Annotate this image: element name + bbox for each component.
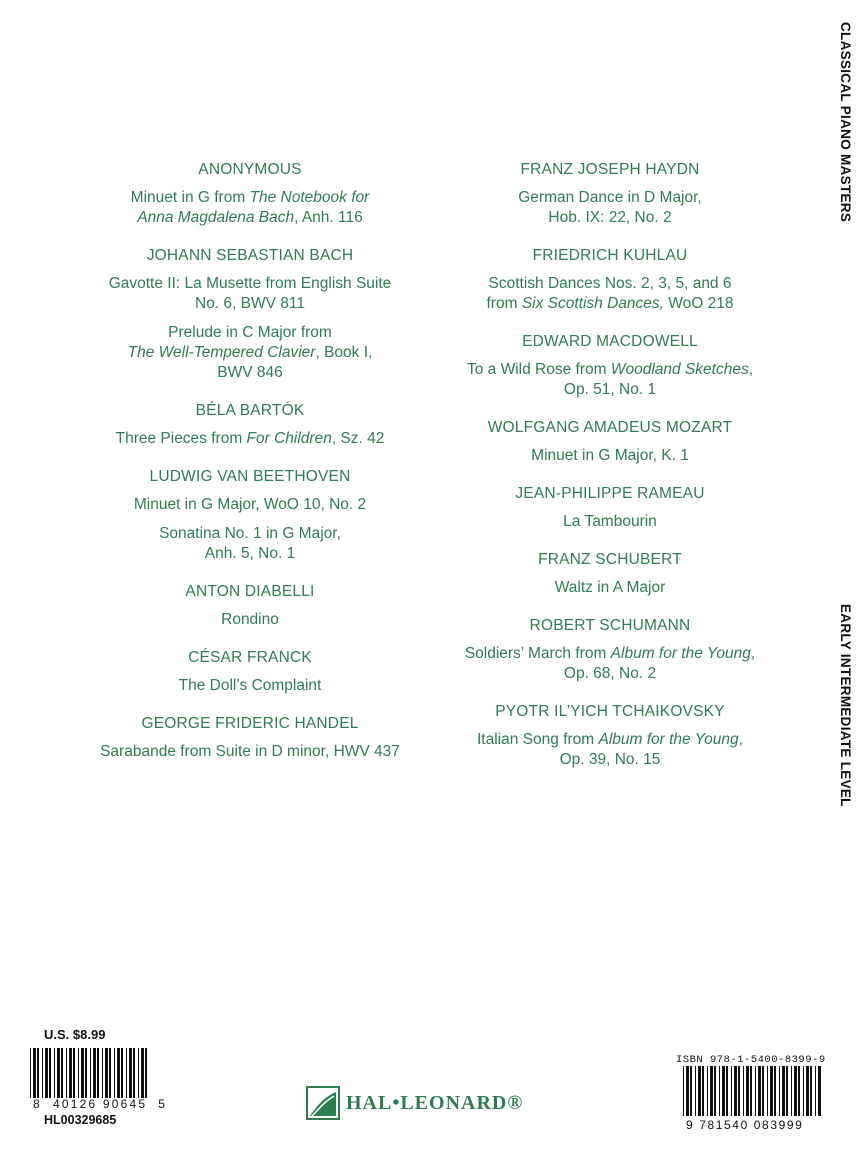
barcode-bar bbox=[806, 1066, 809, 1116]
composer-list-right bbox=[440, 160, 780, 788]
barcode-bar bbox=[755, 1066, 756, 1116]
barcode-bar bbox=[738, 1066, 740, 1116]
barcode-bar bbox=[49, 1048, 51, 1098]
barcode-bar bbox=[791, 1066, 792, 1116]
barcode-bar bbox=[126, 1048, 127, 1098]
barcode-bar bbox=[686, 1066, 689, 1116]
barcode-bar bbox=[66, 1048, 67, 1098]
barcode-bar bbox=[145, 1048, 147, 1098]
composer-name: GEORGE FRIDERIC HANDEL bbox=[141, 715, 359, 732]
isbn-barcode bbox=[683, 1066, 823, 1116]
work-title: Sonatina No. 1 in G Major, Anh. 5, No. 1 bbox=[159, 525, 341, 562]
hal-leonard-logo-icon bbox=[306, 1086, 340, 1120]
composer-name: JEAN-PHILIPPE RAMEAU bbox=[515, 485, 705, 502]
composer-name: ANTON DIABELLI bbox=[185, 583, 315, 600]
barcode-bar bbox=[690, 1066, 692, 1116]
composer-entry bbox=[440, 160, 780, 228]
composer-name: ANONYMOUS bbox=[198, 161, 302, 178]
ean-digits: 9 781540 083999 bbox=[686, 1118, 804, 1132]
composer-name: FRIEDRICH KUHLAU bbox=[532, 247, 688, 264]
barcode-bar bbox=[30, 1048, 31, 1098]
barcode-bar bbox=[818, 1066, 821, 1116]
barcode-bar bbox=[803, 1066, 804, 1116]
barcode-bar bbox=[746, 1066, 749, 1116]
barcode-bar bbox=[102, 1048, 103, 1098]
work-title: German Dance in D Major, Hob. IX: 22, No. 2 bbox=[518, 189, 702, 226]
barcode-bar bbox=[683, 1066, 684, 1116]
barcode-bar bbox=[782, 1066, 785, 1116]
composer-entry bbox=[80, 582, 420, 630]
barcode-bar bbox=[731, 1066, 732, 1116]
work-title: Waltz in A Major bbox=[554, 579, 666, 596]
composer-name: FRANZ SCHUBERT bbox=[538, 551, 682, 568]
composer-entry bbox=[80, 401, 420, 449]
barcode-bar bbox=[121, 1048, 123, 1098]
barcode-bar bbox=[90, 1048, 91, 1098]
work-title: Sarabande from Suite in D minor, HWV 437 bbox=[100, 743, 400, 760]
barcode-bar bbox=[85, 1048, 87, 1098]
isbn-label: ISBN 978-1-5400-8399-9 bbox=[676, 1054, 826, 1066]
barcode-bar bbox=[758, 1066, 761, 1116]
composer-name: CÉSAR FRANCK bbox=[188, 649, 312, 666]
barcode-bar bbox=[93, 1048, 96, 1098]
composer-name: EDWARD MACDOWELL bbox=[522, 333, 698, 350]
barcode-bar bbox=[734, 1066, 737, 1116]
work-title: Three Pieces from For Children, Sz. 42 bbox=[115, 430, 385, 447]
composer-entry bbox=[440, 332, 780, 400]
barcode-bar bbox=[702, 1066, 704, 1116]
barcode-bar bbox=[710, 1066, 713, 1116]
composer-entry bbox=[440, 246, 780, 314]
barcode-bar bbox=[57, 1048, 60, 1098]
barcode-bar bbox=[141, 1048, 144, 1098]
composer-entry bbox=[80, 714, 420, 762]
barcode-bar bbox=[33, 1048, 36, 1098]
barcode-bar bbox=[762, 1066, 764, 1116]
composer-entry bbox=[80, 467, 420, 564]
price-label: U.S. $8.99 bbox=[44, 1027, 106, 1042]
barcode-bar bbox=[786, 1066, 788, 1116]
work-title: The Doll’s Complaint bbox=[178, 677, 322, 694]
upc-digits: 8 40126 90645 5 bbox=[33, 1097, 168, 1111]
composer-name: ROBERT SCHUMANN bbox=[529, 617, 691, 634]
composer-entry bbox=[440, 418, 780, 466]
barcode-bar bbox=[54, 1048, 55, 1098]
work-title: Minuet in G Major, WoO 10, No. 2 bbox=[133, 496, 367, 513]
composer-name: WOLFGANG AMADEUS MOZART bbox=[487, 419, 733, 436]
barcode-bar bbox=[133, 1048, 135, 1098]
barcode-bar bbox=[78, 1048, 79, 1098]
barcode-bar bbox=[750, 1066, 752, 1116]
product-code: HL00329685 bbox=[44, 1113, 117, 1127]
barcode-bar bbox=[109, 1048, 111, 1098]
barcode-bar bbox=[714, 1066, 716, 1116]
composer-entry bbox=[440, 702, 780, 770]
publisher-logo bbox=[306, 1086, 556, 1122]
barcode-bar bbox=[767, 1066, 768, 1116]
composer-entry bbox=[80, 160, 420, 228]
barcode-bar bbox=[73, 1048, 75, 1098]
barcode-bar bbox=[770, 1066, 773, 1116]
work-title: Minuet in G Major, K. 1 bbox=[531, 447, 689, 464]
spine-series-title: CLASSICAL PIANO MASTERS bbox=[838, 22, 853, 223]
barcode-bar bbox=[37, 1048, 39, 1098]
work-title: Soldiers’ March from Album for the Young, Op. 68, No. 2 bbox=[464, 645, 756, 682]
work-title: Italian Song from Album for the Young, Op. 39, No. 15 bbox=[477, 731, 743, 768]
barcode-bar bbox=[743, 1066, 744, 1116]
composer-name: LUDWIG VAN BEETHOVEN bbox=[149, 468, 351, 485]
barcode-bar bbox=[81, 1048, 84, 1098]
work-title: Scottish Dances Nos. 2, 3, 5, and 6 from Six Scottish Dances, WoO 218 bbox=[486, 275, 734, 312]
barcode-bar bbox=[97, 1048, 99, 1098]
composer-entry bbox=[80, 648, 420, 696]
barcode-bar bbox=[45, 1048, 48, 1098]
work-title: Gavotte II: La Musette from English Suite No. 6, BWV 811 bbox=[108, 275, 392, 312]
barcode-bar bbox=[61, 1048, 63, 1098]
barcode-bar bbox=[707, 1066, 708, 1116]
composer-entry bbox=[440, 550, 780, 598]
composer-entry bbox=[80, 246, 420, 383]
composer-name: PYOTR IL’YICH TCHAIKOVSKY bbox=[495, 703, 725, 720]
barcode-bar bbox=[42, 1048, 43, 1098]
barcode-bar bbox=[810, 1066, 812, 1116]
barcode-bar bbox=[779, 1066, 780, 1116]
work-title: Minuet in G from The Notebook for Anna Magdalena Bach, Anh. 116 bbox=[130, 189, 370, 226]
barcode-bar bbox=[698, 1066, 701, 1116]
upc-barcode bbox=[30, 1048, 150, 1098]
barcode-bar bbox=[726, 1066, 728, 1116]
work-title: Rondino bbox=[221, 611, 279, 628]
barcode-bar bbox=[774, 1066, 776, 1116]
barcode-bar bbox=[798, 1066, 800, 1116]
spine-level-label: EARLY INTERMEDIATE LEVEL bbox=[838, 604, 853, 807]
composer-name: FRANZ JOSEPH HAYDN bbox=[520, 161, 700, 178]
composer-name: BÉLA BARTÓK bbox=[195, 402, 305, 419]
composer-name: JOHANN SEBASTIAN BACH bbox=[146, 247, 354, 264]
barcode-bar bbox=[719, 1066, 720, 1116]
barcode-bar bbox=[117, 1048, 120, 1098]
barcode-bar bbox=[722, 1066, 725, 1116]
barcode-bar bbox=[105, 1048, 108, 1098]
composer-entry bbox=[440, 616, 780, 684]
barcode-bar bbox=[794, 1066, 797, 1116]
composer-entry bbox=[440, 484, 780, 532]
work-title: Prelude in C Major from The Well-Tempered Clavier, Book I, BWV 846 bbox=[127, 324, 373, 381]
composer-list-left bbox=[80, 160, 420, 780]
barcode-bar bbox=[114, 1048, 115, 1098]
barcode-bar bbox=[69, 1048, 72, 1098]
publisher-name: HAL•LEONARD® bbox=[346, 1092, 524, 1114]
work-title: To a Wild Rose from Woodland Sketches, Op. 51, No. 1 bbox=[466, 361, 754, 398]
barcode-bar bbox=[815, 1066, 816, 1116]
work-title: La Tambourin bbox=[563, 513, 657, 530]
barcode-bar bbox=[138, 1048, 139, 1098]
barcode-bar bbox=[695, 1066, 696, 1116]
barcode-bar bbox=[129, 1048, 132, 1098]
